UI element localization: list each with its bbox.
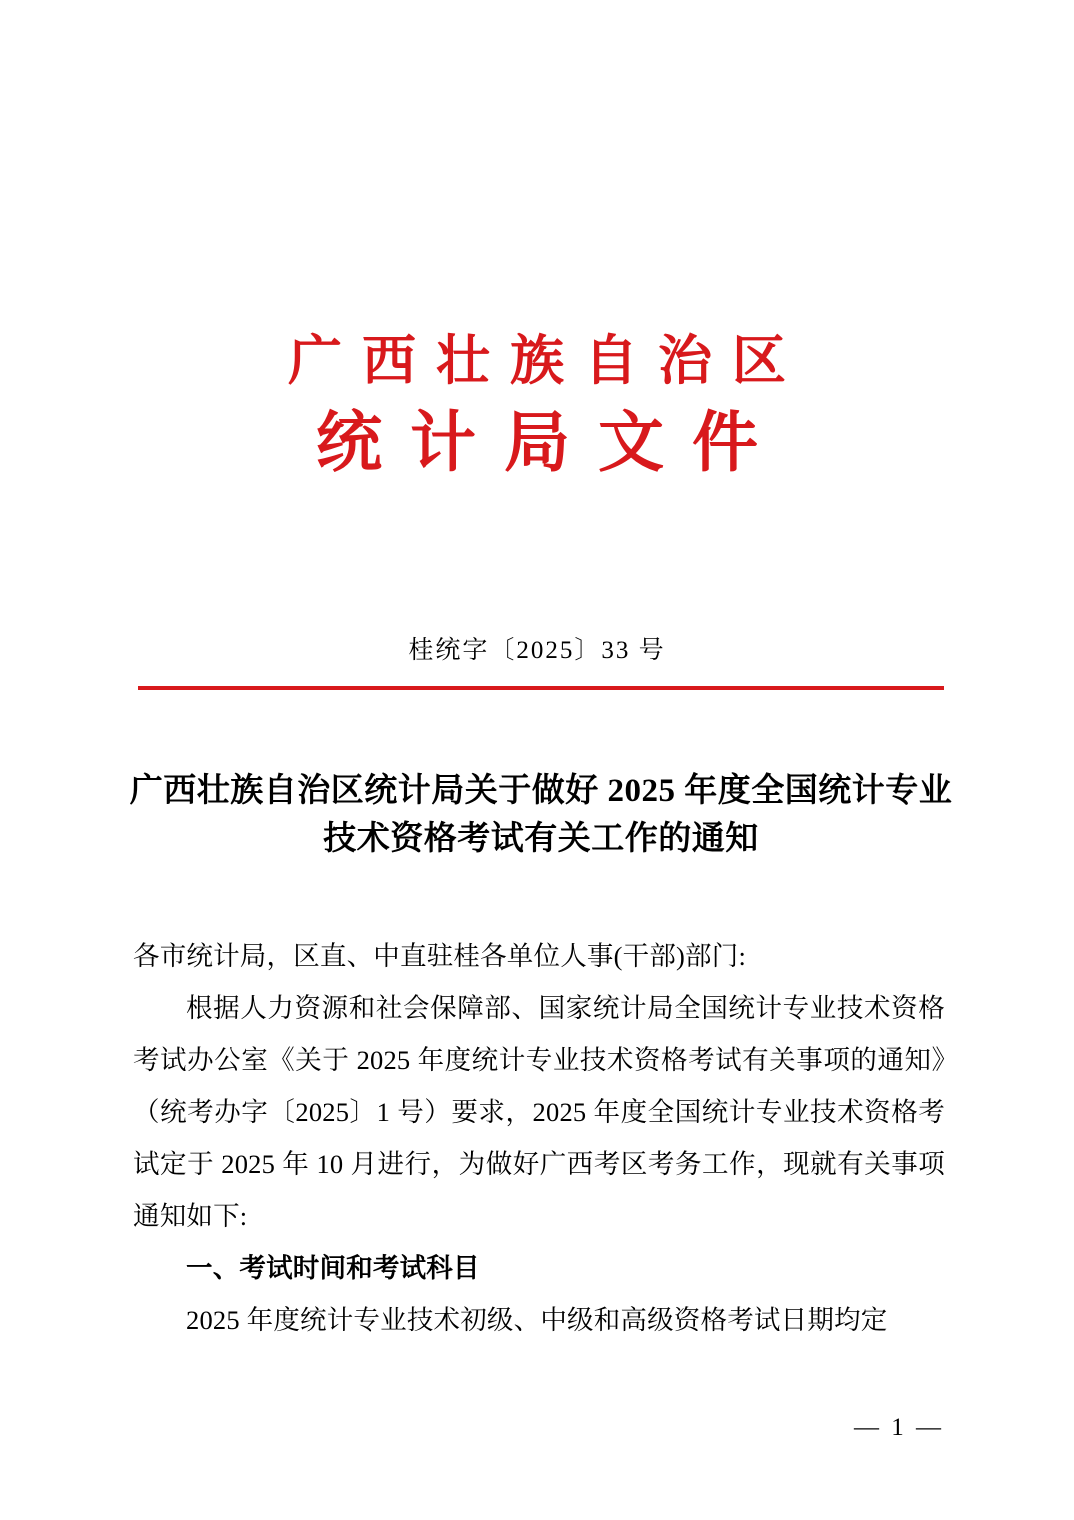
document-body bbox=[133, 930, 945, 1346]
letterhead-line-2: 统计局文件 bbox=[316, 406, 786, 480]
document-number: 桂统字〔2025〕33 号 bbox=[408, 637, 666, 664]
red-divider-rule bbox=[138, 686, 944, 690]
letterhead-line-1: 广西壮族自治区 bbox=[288, 331, 806, 391]
body-paragraph-1: 根据人力资源和社会保障部、国家统计局全国统计专业技术资格考试办公室《关于 2025 年度统计专业技术资格考试有关事项的通知》（统考办字〔2025〕1 号）要求，2025 年度全国统计专业技术资格考试定于 2025 年 10 月进行，为做好广西考区考务工作，现就有关事项通知如下: bbox=[133, 993, 945, 1231]
salutation: 各市统计局，区直、中直驻桂各单位人事(干部)部门: bbox=[133, 941, 747, 971]
section-heading-1: 一、考试时间和考试科目 bbox=[186, 1253, 480, 1283]
section-paragraph-1: 2025 年度统计专业技术初级、中级和高级资格考试日期均定 bbox=[186, 1305, 888, 1335]
page-number: — 1 — bbox=[854, 1414, 944, 1441]
letterhead bbox=[0, 330, 1074, 483]
document-title: 广西壮族自治区统计局关于做好 2025 年度全国统计专业技术资格考试有关工作的通知 bbox=[129, 773, 953, 857]
